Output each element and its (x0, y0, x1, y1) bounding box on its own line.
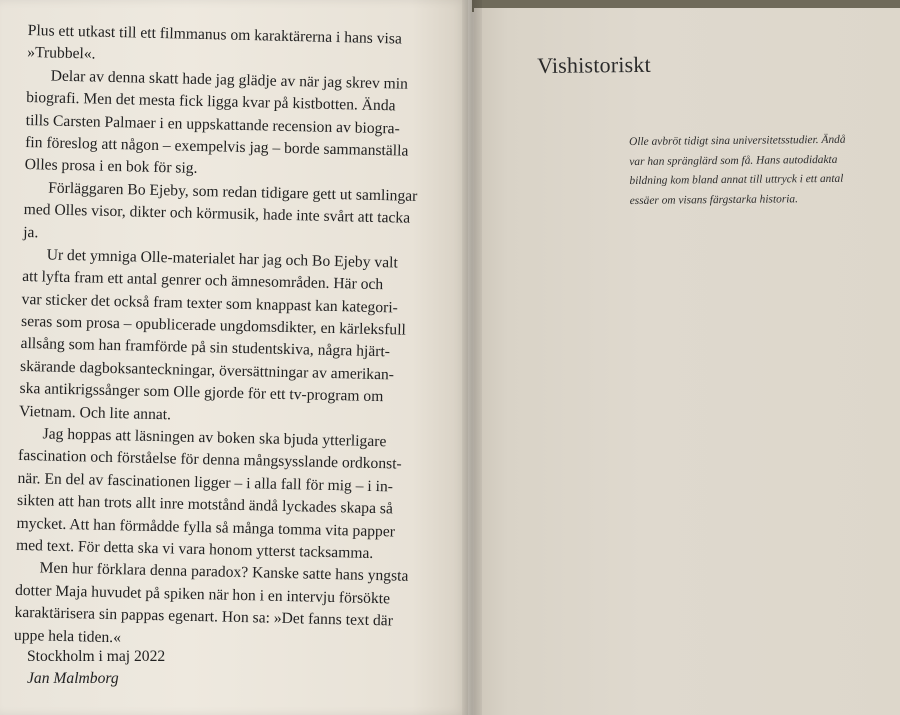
text-line: fin föreslog att någon – exempelvis jag – borde sammanställa (25, 133, 409, 160)
text-line: skärande dagboksanteckningar, översättningar av amerikan- (19, 357, 395, 384)
text-line: var sticker det också fram texter som knappast kan kategori- (21, 290, 399, 317)
text-line: allsång som han framförde på sin studentskiva, några hjärt- (20, 335, 391, 361)
chapter-intro (629, 130, 880, 211)
text-line: Olles prosa i en bok för sig. (24, 156, 198, 178)
intro-line: bildning kom bland annat till uttryck i ett antal (629, 172, 844, 187)
text-line: seras som prosa – opublicerade ungdomsdikter, en kärleksfull (20, 313, 407, 339)
text-line: med Olles visor, dikter och körmusik, hade inte svårt att tacka (23, 201, 411, 227)
text-line: med text. För detta ska vi vara honom ytterst tacksamma. (15, 536, 374, 562)
intro-line: Olle avbröt tidigt sina universitetsstudier. Ändå (629, 133, 846, 148)
text-line: »Trubbel«. (27, 44, 96, 63)
place-date: Stockholm i maj 2022 (27, 648, 166, 665)
text-line: Men hur förklara denna paradox? Kanske satte hans yngsta (39, 559, 409, 586)
text-line: Förläggaren Bo Ejeby, som redan tidigare gett ut samlingar (48, 179, 418, 205)
intro-line: essäer om visans färgstarka historia. (629, 192, 798, 207)
text-line: Ur det ymniga Olle-materialet har jag och Bo Ejeby valt (46, 246, 398, 272)
chapter-title: Vishistoriskt (537, 51, 652, 78)
text-line: Delar av denna skatt hade jag glädje av när jag skrev min (50, 67, 409, 93)
text-line: att lyfta fram ett antal genrer och ämnesområden. Här och (21, 268, 384, 294)
text-line: Jag hoppas att läsningen av boken ska bjuda ytterligare (42, 425, 387, 451)
text-line: uppe hela tiden.« (13, 626, 122, 646)
right-page (474, 8, 900, 715)
text-line: ska antikrigssånger som Olle gjorde för ett tv-program om (19, 380, 384, 406)
body-text (14, 20, 448, 656)
text-line: tills Carsten Palmaer i en uppskattande recension av biogra- (25, 111, 400, 138)
text-line: sikten att han trots allt inre motstånd ändå lyckades skapa så (16, 492, 394, 518)
text-line: biografi. Men det mesta fick ligga kvar på kistbotten. Ända (26, 89, 396, 115)
text-line: ja. (22, 223, 39, 241)
signoff (27, 646, 165, 690)
intro-line: var han spränglärd som få. Hans autodidakta (629, 153, 838, 168)
text-line: Plus ett utkast till ett filmmanus om karaktärerna i hans visa (27, 21, 403, 48)
text-line: Vietnam. Och lite annat. (18, 402, 172, 423)
text-line: karaktärisera sin pappas egenart. Hon sa: »Det fanns text där (14, 604, 394, 630)
book-gutter (462, 0, 482, 715)
text-line: mycket. Att han förmådde fylla så många tomma vita papper (16, 514, 396, 541)
text-line: dotter Maja huvudet på spiken när hon i en intervju försökte (14, 581, 391, 608)
text-line: fascination och förståelse för denna mångsysslande ordkonst- (17, 447, 402, 474)
text-line: när. En del av fascinationen ligger – i alla fall för mig – i in- (17, 469, 394, 496)
author-signature: Jan Malmborg (27, 670, 119, 687)
